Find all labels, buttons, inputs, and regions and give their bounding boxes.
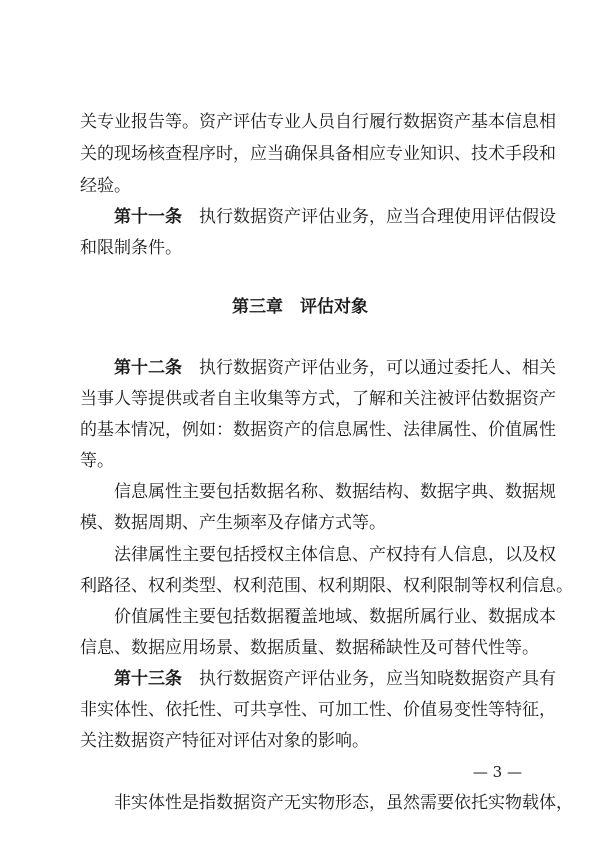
text-line: 信息属性主要包括数据名称、数据结构、数据字典、数据规 [114, 482, 556, 502]
text-line: 非实体性是指数据资产无实物形态，虽然需要依托实物载体， [114, 793, 573, 813]
text-line: 价值属性主要包括数据覆盖地域、数据所属行业、数据成本 [114, 607, 556, 627]
text-line: 关的现场核查程序时，应当确保具备相应专业知识、技术手段和 [80, 144, 556, 164]
article-12-text: 执行数据资产评估业务，可以通过委托人、相关 [199, 358, 556, 378]
article-12-line [80, 358, 556, 378]
text-line: 模、数据周期、产生频率及存储方式等。 [80, 513, 386, 533]
chapter-title: 第三章 评估对象 [232, 297, 368, 317]
text-line: 信息、数据应用场景、数据质量、数据稀缺性及可替代性等。 [80, 638, 539, 658]
text-line: 的基本情况，例如：数据资产的信息属性、法律属性、价值属性 [80, 420, 556, 440]
text-line: 等。 [80, 451, 114, 471]
text-line: 关注数据资产特征对评估对象的影响。 [80, 731, 369, 751]
text-line: 当事人等提供或者自主收集等方式，了解和关注被评估数据资产 [80, 389, 556, 409]
text-line: 利路径、权利类型、权利范围、权利期限、权利限制等权利信息。 [80, 576, 573, 596]
text-line: 经验。 [80, 176, 131, 196]
text-line: 非实体性、依托性、可共享性、可加工性、价值易变性等特征， [80, 700, 556, 720]
text-line: 法律属性主要包括授权主体信息、产权持有人信息，以及权 [114, 545, 556, 565]
article-13-line [80, 669, 556, 689]
article-11-line [80, 207, 556, 227]
article-13-text: 执行数据资产评估业务，应当知晓数据资产具有 [199, 669, 556, 689]
article-12-label: 第十二条 [114, 358, 182, 378]
page-number: — 3 — [472, 763, 522, 781]
article-11-label: 第十一条 [114, 207, 182, 227]
text-line: 关专业报告等。资产评估专业人员自行履行数据资产基本信息相 [80, 112, 556, 132]
article-11-text: 执行数据资产评估业务，应当合理使用评估假设 [199, 207, 556, 227]
article-13-label: 第十三条 [114, 669, 182, 689]
text-line: 和限制条件。 [80, 238, 182, 258]
